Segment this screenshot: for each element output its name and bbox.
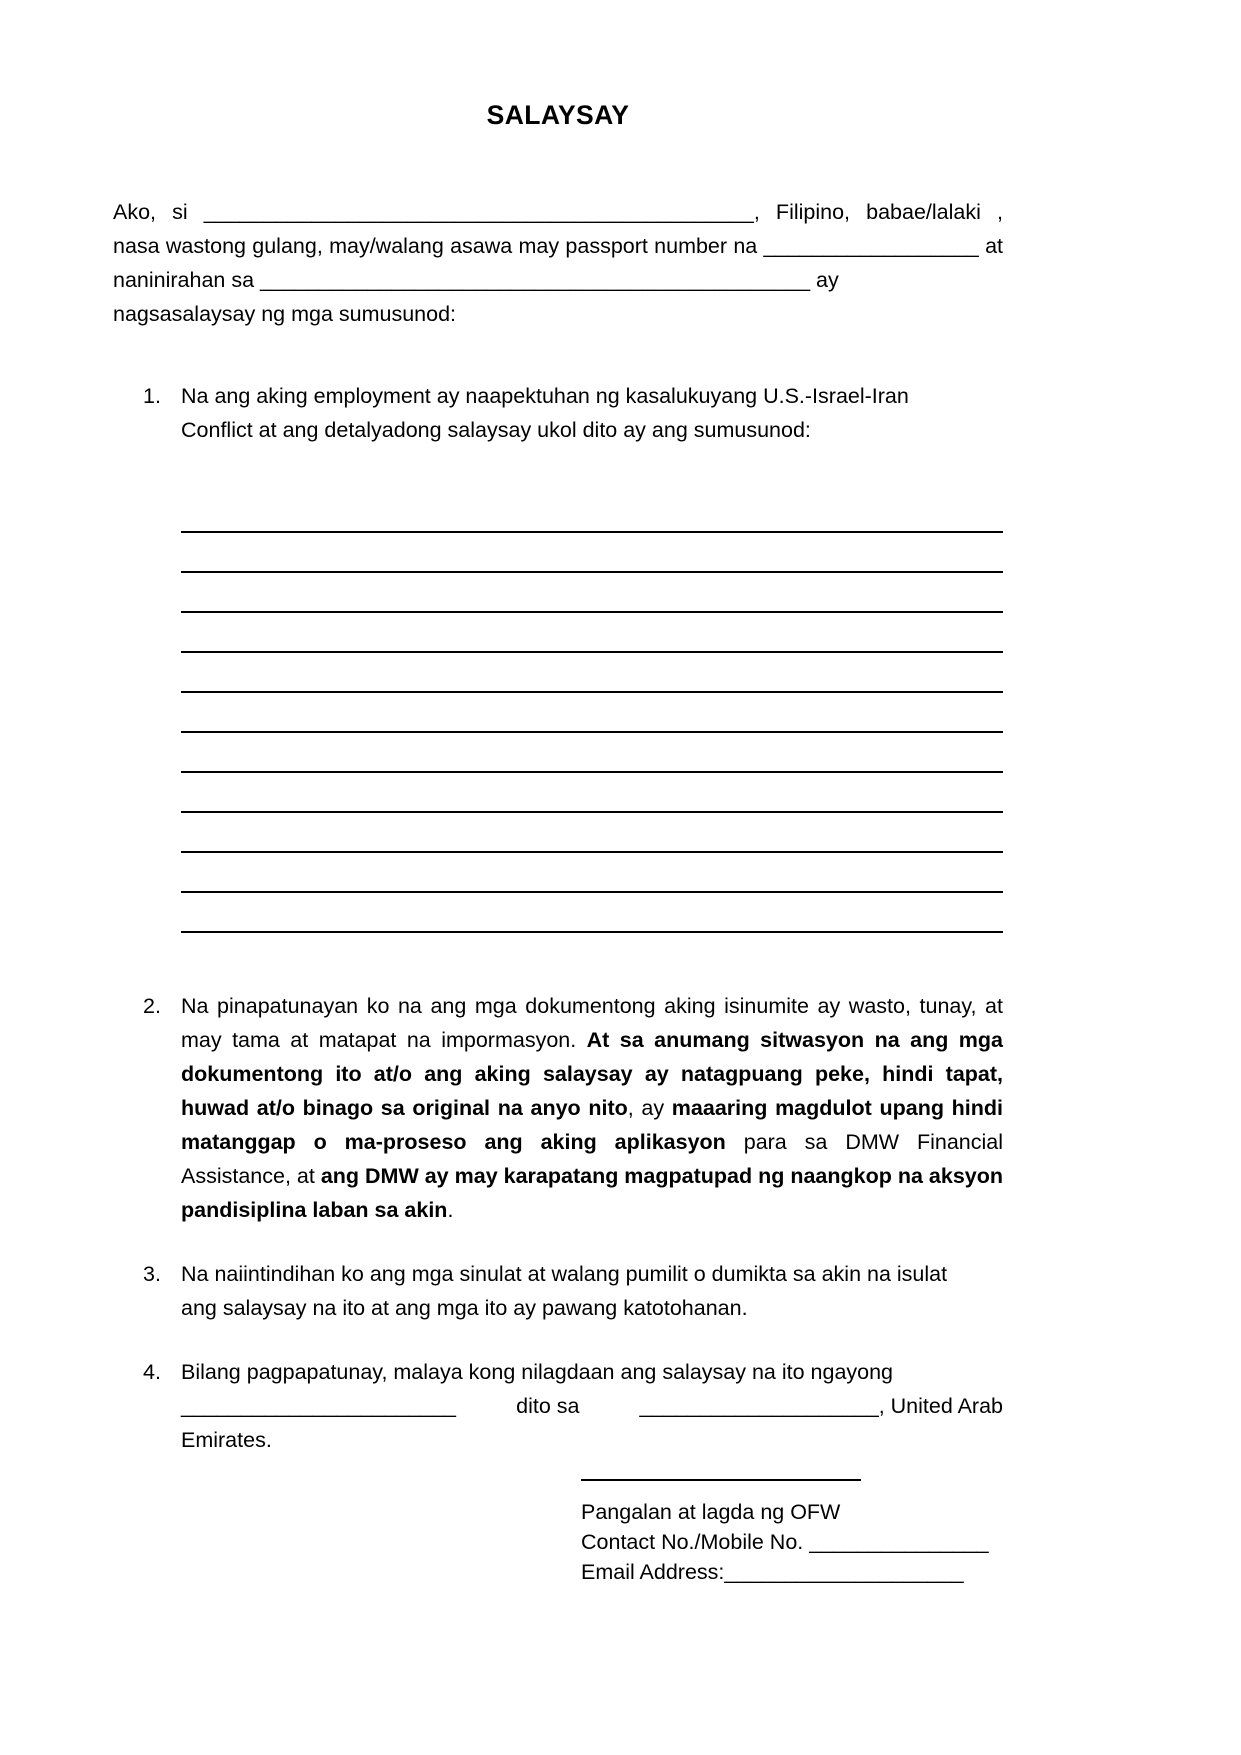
document-content: [113, 0, 1003, 1587]
list-item-4-text-line2: [181, 1389, 1003, 1423]
run-regular-2: , ay: [627, 1095, 672, 1120]
contact-blank-field[interactable]: _______________: [809, 1529, 989, 1554]
intro-paragraph: [113, 132, 1003, 331]
place-blank-field[interactable]: ____________________: [639, 1393, 879, 1418]
run-bold-1: At sa anumang sitwasyon na ang mga dokumentong ito at/o ang aking salaysay ay natagpuang peke, hindi tapat, huwad at/o binago sa original na anyo nito: [181, 1027, 1003, 1120]
list-item-3: [113, 1227, 1003, 1325]
signature-contact-row: [581, 1527, 1003, 1557]
run-bold-3: ang DMW ay may karapatang magpatupad ng naangkop na aksyon pandisiplina laban sa akin: [181, 1163, 1004, 1222]
run-regular-4: .: [447, 1197, 454, 1222]
list-item-1-text-line1: Na ang aking employment ay naapektuhan ng kasalukuyang U.S.-Israel-Iran: [181, 383, 909, 408]
ruled-line[interactable]: [181, 853, 1003, 893]
address-blank-field[interactable]: ______________________________________________: [260, 267, 811, 292]
ruled-line[interactable]: [181, 477, 1003, 533]
list-item-1-number: 1.: [143, 383, 161, 408]
list-item-4-number: 4.: [143, 1359, 161, 1384]
contact-label: Contact No./Mobile No.: [581, 1529, 810, 1554]
list-item-1: [113, 331, 1003, 447]
list-item-2-text: [181, 989, 1003, 1227]
list-item-3-text-line2: ang salaysay na ito at ang mga ito ay pawang katotohanan.: [181, 1295, 748, 1320]
run-bold-2: maaaring magdulot upang hindi matanggap o ma-proseso ang aking aplikasyon: [181, 1095, 1004, 1154]
list-item-1-text-line2: Conflict at ang detalyadong salaysay ukol dito ay ang sumusunod:: [181, 417, 811, 442]
ruled-line[interactable]: [181, 733, 1003, 773]
signature-email-row: [581, 1557, 1003, 1587]
name-blank-field[interactable]: ______________________________________________: [203, 199, 754, 224]
list-item-4: [113, 1325, 1003, 1457]
ruled-line[interactable]: [181, 813, 1003, 853]
intro-text-ako-si: Ako, si: [113, 199, 204, 224]
ruled-line[interactable]: [181, 693, 1003, 733]
list-item-3-text-line1: Na naiintindihan ko ang mga sinulat at walang pumilit o dumikta sa akin na isulat: [181, 1261, 948, 1286]
place-blank-group: [640, 1389, 1003, 1423]
numbered-list: [113, 331, 1003, 1457]
ruled-line[interactable]: [181, 573, 1003, 613]
passport-number-blank-field[interactable]: __________________: [763, 233, 979, 258]
ruled-line[interactable]: [181, 653, 1003, 693]
list-item-4-text-line1: Bilang pagpapatunay, malaya kong nilagdaan ang salaysay na ito ngayong: [181, 1359, 894, 1384]
intro-text-nagsasalaysay: nagsasalaysay ng mga sumusunod:: [113, 301, 457, 326]
list-item-3-number: 3.: [143, 1261, 161, 1286]
intro-text-filipino: , Filipino, babae/lalaki ,: [753, 199, 1003, 224]
signature-block: [113, 1457, 1003, 1587]
ruled-line[interactable]: [181, 893, 1003, 933]
list-item-2: [113, 933, 1003, 1227]
list-item-2-number: 2.: [143, 993, 161, 1018]
ruled-line[interactable]: [181, 773, 1003, 813]
signature-line[interactable]: [581, 1479, 861, 1481]
ruled-line[interactable]: [181, 613, 1003, 653]
answer-ruled-lines: [113, 447, 1003, 933]
intro-text-ay: ay: [810, 267, 839, 292]
run-regular-3: para sa DMW Financial Assistance, at: [181, 1129, 1004, 1188]
email-label: Email Address:: [581, 1559, 725, 1584]
list-item-4-text-line3: Emirates.: [181, 1427, 272, 1452]
run-regular-1: Na pinapatunayan ko na ang mga dokumentong aking isinumite ay wasto, tunay, at may tama at matapat na impormasyon.: [181, 993, 1003, 1052]
united-arab-text: , United Arab: [878, 1393, 1003, 1418]
intro-text-naninirahan: at naninirahan sa: [113, 233, 1003, 292]
page-title: SALAYSAY: [486, 100, 630, 130]
intro-text-gulang: nasa wastong gulang, may/walang asawa may passport number na: [113, 233, 764, 258]
ruled-line[interactable]: [181, 533, 1003, 573]
date-blank-field[interactable]: _______________________: [181, 1393, 457, 1418]
signature-name-label: Pangalan at lagda ng OFW: [581, 1499, 841, 1524]
dito-sa-text: dito sa: [516, 1393, 580, 1418]
email-blank-field[interactable]: ____________________: [724, 1559, 964, 1584]
